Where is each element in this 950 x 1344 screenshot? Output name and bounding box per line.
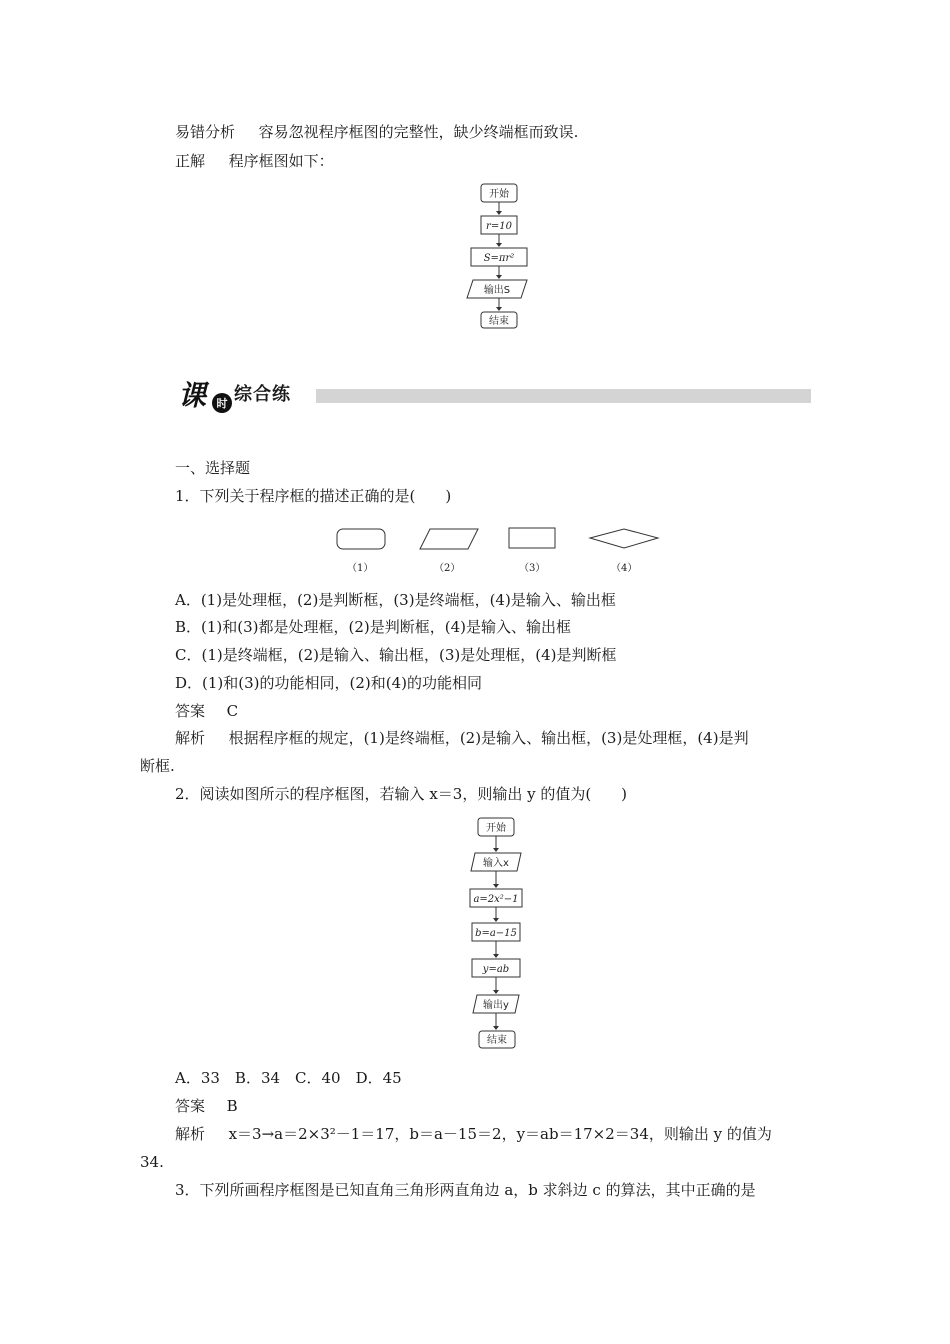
banner-title: 综合练 bbox=[234, 384, 291, 405]
flow1-output: 输出S bbox=[483, 285, 511, 296]
flow1-start: 开始 bbox=[489, 189, 509, 200]
q1-shapes bbox=[330, 524, 670, 554]
banner-char-2: 时 bbox=[216, 397, 228, 410]
q1-stem: 1．下列关于程序框的描述正确的是( ) bbox=[175, 487, 452, 505]
flow2-start: 开始 bbox=[486, 823, 506, 834]
q1-analysis-line-2: 断框. bbox=[140, 757, 175, 775]
q1-option-c: C．(1)是终端框，(2)是输入、输出框，(3)是处理框，(4)是判断框 bbox=[175, 646, 617, 664]
error-analysis-line bbox=[175, 122, 578, 142]
q1-option-a: A．(1)是处理框，(2)是判断框，(3)是终端框，(4)是输入、输出框 bbox=[175, 591, 616, 609]
q1-analysis-label: 解析 bbox=[175, 729, 206, 747]
flow2-output: 输出y bbox=[483, 1000, 509, 1011]
flow1-assign-r: r=10 bbox=[486, 221, 512, 232]
q2-answer-label: 答案 bbox=[175, 1097, 206, 1115]
q2-analysis-label: 解析 bbox=[175, 1125, 206, 1143]
banner-char-1: 课 bbox=[178, 379, 207, 412]
q1-answer: C bbox=[226, 702, 239, 720]
banner-logo bbox=[176, 375, 236, 419]
flow2-assign-b: b=a−15 bbox=[475, 928, 517, 939]
q2-answer-line bbox=[175, 1096, 238, 1116]
q1-option-d: D．(1)和(3)的功能相同，(2)和(4)的功能相同 bbox=[175, 674, 483, 692]
q2-analysis-line-2: 34. bbox=[140, 1153, 164, 1171]
banner-bar bbox=[316, 389, 811, 403]
q1-analysis-text: 根据程序框的规定，(1)是终端框，(2)是输入、输出框，(3)是处理框，(4)是判 bbox=[228, 729, 749, 747]
flow2-end: 结束 bbox=[487, 1035, 507, 1046]
flow2-assign-a: a=2x²−1 bbox=[473, 894, 519, 905]
solution-line bbox=[175, 151, 334, 171]
q2-analysis-line bbox=[175, 1124, 772, 1144]
shape-label-4: （4） bbox=[611, 563, 638, 574]
q2-analysis-text: x＝3→a＝2×3²－1＝17，b＝a－15＝2，y＝ab＝17×2＝34，则输出 y 的值为 bbox=[228, 1125, 772, 1143]
q2-stem: 2．阅读如图所示的程序框图，若输入 x＝3，则输出 y 的值为( ) bbox=[175, 785, 628, 803]
solution-text: 程序框图如下： bbox=[228, 152, 334, 170]
q1-option-b: B．(1)和(3)都是处理框，(2)是判断框，(4)是输入、输出框 bbox=[175, 618, 572, 636]
flow1-compute-s: S=πr² bbox=[483, 253, 515, 264]
flowchart-1 bbox=[455, 180, 545, 330]
flow2-assign-y: y=ab bbox=[482, 964, 510, 975]
part-heading: 一、选择题 bbox=[175, 459, 251, 477]
solution-label: 正解 bbox=[175, 152, 206, 170]
q1-analysis-line bbox=[175, 728, 749, 748]
shape-label-3: （3） bbox=[519, 563, 546, 574]
q2-answer: B bbox=[226, 1097, 238, 1115]
shape-label-1: （1） bbox=[347, 563, 374, 574]
flowchart-2 bbox=[458, 813, 538, 1053]
q3-stem: 3．下列所画程序框图是已知直角三角形两直角边 a，b 求斜边 c 的算法，其中正确的是 bbox=[175, 1181, 756, 1199]
q2-options: A．33 B．34 C．40 D．45 bbox=[175, 1069, 402, 1087]
q1-answer-label: 答案 bbox=[175, 702, 206, 720]
error-analysis-text: 容易忽视程序框图的完整性，缺少终端框而致误. bbox=[258, 123, 579, 141]
shape-label-2: （2） bbox=[434, 563, 461, 574]
q1-answer-line bbox=[175, 701, 238, 721]
flow2-input: 输入x bbox=[483, 858, 509, 869]
error-analysis-label: 易错分析 bbox=[175, 123, 236, 141]
flow1-end: 结束 bbox=[489, 316, 509, 327]
